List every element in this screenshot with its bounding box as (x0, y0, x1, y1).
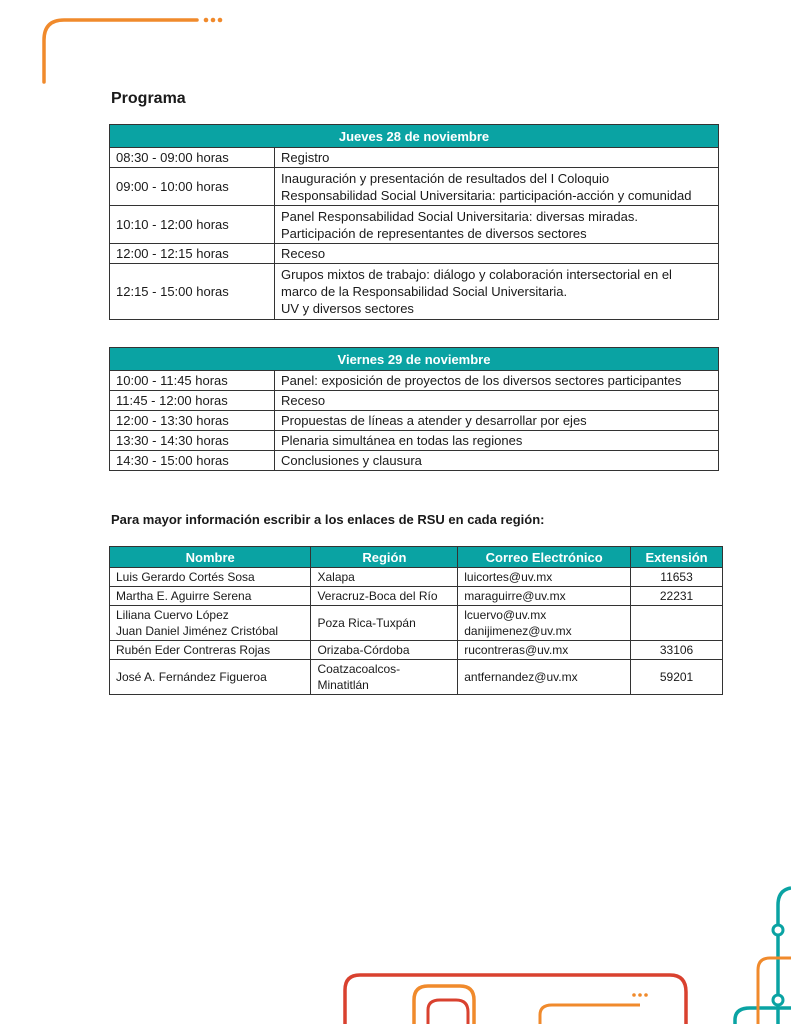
email-link[interactable]: luicortes@uv.mx (464, 570, 553, 584)
email-link[interactable]: maraguirre@uv.mx (464, 589, 566, 603)
activity-line: Plenaria simultánea en todas las regiones (281, 433, 523, 448)
contact-row (110, 641, 723, 660)
email-link[interactable]: danijimenez@uv.mx (464, 624, 572, 638)
contact-region (311, 660, 458, 695)
schedule-row (110, 371, 719, 391)
schedule-day-2 (109, 347, 719, 471)
top-corner-decoration (0, 0, 240, 90)
schedule-row (110, 411, 719, 431)
activity-line: Conclusiones y clausura (281, 453, 422, 468)
activity-line: Participación de representantes de diversos sectores (281, 225, 587, 241)
schedule-time: 10:10 - 12:00 horas (110, 206, 275, 244)
contact-region (311, 641, 458, 660)
header-email: Correo Electrónico (458, 547, 631, 568)
contact-region-line: Veracruz-Boca del Río (317, 589, 438, 603)
schedule-activity (275, 371, 719, 391)
activity-line: Panel Responsabilidad Social Universitaria: diversas miradas. (281, 208, 638, 224)
contact-row (110, 587, 723, 606)
schedule-activity (275, 391, 719, 411)
contact-name (110, 660, 311, 695)
schedule-activity (275, 244, 719, 264)
contact-name (110, 606, 311, 641)
contact-name-line: Martha E. Aguirre Serena (116, 589, 252, 603)
contact-rows (110, 568, 723, 695)
contact-extension: 59201 (631, 660, 723, 695)
header-extension: Extensión (631, 547, 723, 568)
contact-name (110, 587, 311, 606)
schedule-time: 11:45 - 12:00 horas (110, 391, 275, 411)
contact-email (458, 587, 631, 606)
schedule-row (110, 451, 719, 471)
activity-line: Panel: exposición de proyectos de los diversos sectores participantes (281, 373, 682, 388)
contact-email (458, 568, 631, 587)
day-1-rows (110, 148, 719, 320)
schedule-time: 13:30 - 14:30 horas (110, 431, 275, 451)
schedule-activity (275, 411, 719, 431)
contact-extension: 33106 (631, 641, 723, 660)
schedule-time: 14:30 - 15:00 horas (110, 451, 275, 471)
contacts-table (109, 546, 723, 695)
schedule-row (110, 148, 719, 168)
header-name: Nombre (110, 547, 311, 568)
contact-name (110, 641, 311, 660)
contact-row (110, 660, 723, 695)
day-2-rows (110, 371, 719, 471)
contact-email (458, 606, 631, 641)
contact-region (311, 568, 458, 587)
schedule-time: 09:00 - 10:00 horas (110, 168, 275, 206)
schedule-time: 12:15 - 15:00 horas (110, 264, 275, 320)
contact-region-line: Coatzacoalcos- (317, 662, 401, 676)
day-2-header: Viernes 29 de noviembre (110, 348, 719, 371)
activity-line: Receso (281, 393, 326, 408)
activity-line: UV y diversos sectores (281, 301, 414, 316)
activity-line: Grupos mixtos de trabajo: diálogo y colaboración intersectorial en el (281, 267, 672, 282)
schedule-day-1 (109, 124, 719, 320)
contact-extension: 11653 (631, 568, 723, 587)
email-link[interactable]: antfernandez@uv.mx (464, 670, 578, 684)
schedule-time: 08:30 - 09:00 horas (110, 148, 275, 168)
contact-region-line: Poza Rica-Tuxpán (317, 616, 416, 630)
schedule-row (110, 206, 719, 244)
schedule-time: 12:00 - 13:30 horas (110, 411, 275, 431)
schedule-time: 10:00 - 11:45 horas (110, 371, 275, 391)
email-link[interactable]: lcuervo@uv.mx (464, 608, 547, 622)
schedule-row (110, 244, 719, 264)
activity-line: marco de la Responsabilidad Social Universitaria. (281, 284, 568, 299)
schedule-activity (275, 168, 719, 206)
contact-region (311, 606, 458, 641)
activity-line: Receso (281, 246, 326, 261)
contact-row (110, 568, 723, 587)
contact-extension: 22231 (631, 587, 723, 606)
contact-name-line: José A. Fernández Figueroa (116, 670, 267, 684)
contact-region-line: Orizaba-Córdoba (317, 643, 410, 657)
contact-region-line: Minatitlán (317, 678, 369, 692)
contact-region-line: Xalapa (317, 570, 355, 584)
schedule-activity (275, 148, 719, 168)
contact-extension (631, 606, 723, 641)
schedule-row (110, 391, 719, 411)
schedule-activity (275, 451, 719, 471)
schedule-activity (275, 206, 719, 244)
contact-email (458, 641, 631, 660)
schedule-row (110, 431, 719, 451)
contact-name-line: Luis Gerardo Cortés Sosa (116, 570, 255, 584)
contact-name (110, 568, 311, 587)
contact-email (458, 660, 631, 695)
schedule-time: 12:00 - 12:15 horas (110, 244, 275, 264)
contact-name-line: Liliana Cuervo López (116, 608, 229, 622)
contact-name-line: Juan Daniel Jiménez Cristóbal (116, 624, 279, 638)
activity-line: Propuestas de líneas a atender y desarrollar por ejes (281, 413, 587, 428)
activity-line: Responsabilidad Social Universitaria: participación-acción y comunidad (281, 187, 692, 203)
contact-region (311, 587, 458, 606)
schedule-activity (275, 431, 719, 451)
header-region: Región (311, 547, 458, 568)
activity-line: Inauguración y presentación de resultados del I Coloquio (281, 170, 610, 186)
day-1-header: Jueves 28 de noviembre (110, 125, 719, 148)
schedule-row (110, 264, 719, 320)
contact-heading: Para mayor información escribir a los enlaces de RSU en cada región: (111, 512, 545, 527)
schedule-row (110, 168, 719, 206)
contact-name-line: Rubén Eder Contreras Rojas (116, 643, 271, 657)
activity-line: Registro (281, 150, 330, 165)
page-title: Programa (111, 90, 186, 107)
email-link[interactable]: rucontreras@uv.mx (464, 643, 569, 657)
schedule-activity (275, 264, 719, 320)
contact-row (110, 606, 723, 641)
